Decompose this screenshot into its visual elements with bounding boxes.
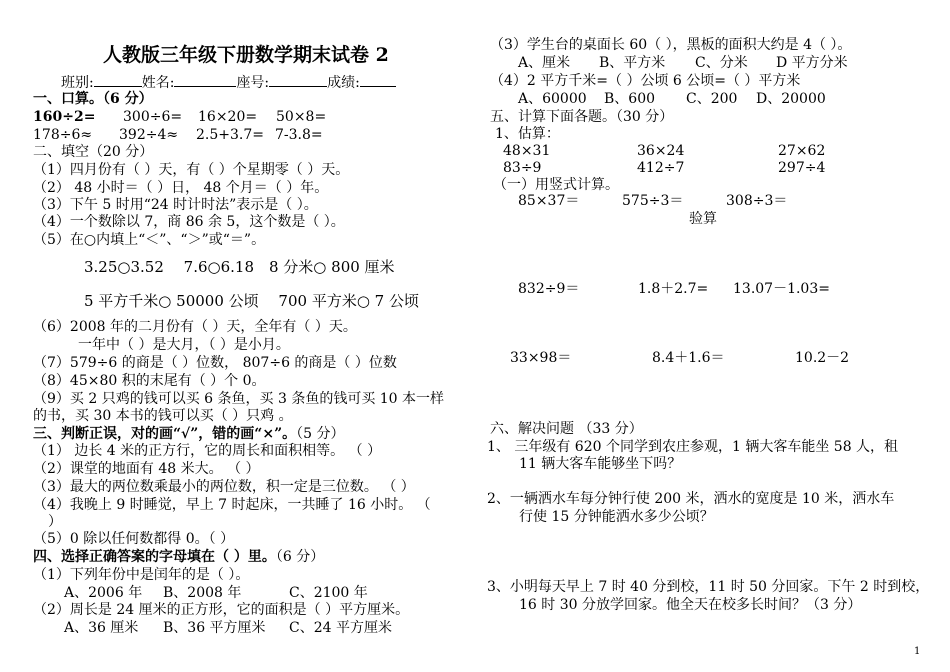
choice-q4: （4）2 平方千米=（ ）公顷 6 公顷=（ ）平方米	[490, 73, 801, 89]
judge-q4-line1: （4）我晚上 9 时睡觉，早上 7 时起床，一共睡了 16 小时。 （	[33, 497, 431, 513]
problem-3-line2: 16 时 30 分放学回家。他全天在校多长时间？（3 分）	[519, 597, 862, 613]
fill-q3: （3）下午 5 时用“24 时计时法”表示是（ ）。	[33, 197, 318, 213]
choice-q2: （2）周长是 24 厘米的正方形，它的面积是（ ）平方厘米。	[33, 602, 410, 618]
fill-q5: （5）在○内填上“＜”、“＞”或“＝”。	[33, 232, 266, 248]
oral-calc-3: 16×20=	[198, 109, 258, 125]
class-label: 班别:	[61, 75, 94, 91]
estimate-3: 27×62	[778, 143, 826, 159]
choice-q3-option-c: C、分米	[695, 55, 748, 71]
choice-q2-option-b: B、36 平方厘米	[163, 620, 266, 636]
judge-q5: （5）0 除以任何数都得 0。（ ）	[33, 531, 235, 547]
section-1-heading: 一、口算。（6 分）	[33, 91, 153, 107]
estimate-heading: 1、估算：	[495, 126, 560, 142]
section-6-heading: 六、解决问题 （33 分）	[490, 421, 643, 437]
problem-1-line2: 11 辆大客车能够坐下吗？	[519, 456, 682, 472]
section-4-heading	[33, 549, 324, 565]
estimate-1: 48×31	[503, 143, 551, 159]
vertical-calc-4: 832÷9＝	[518, 281, 580, 297]
compare-row-1: 3.25○3.52 7.6○6.18 8 分米○ 800 厘米	[84, 258, 395, 276]
section-5-title: 五、计算下面各题。（30 分）	[490, 109, 674, 125]
problem-1-line1: 1、 三年级有 620 个同学到农庄参观，1 辆大客车能坐 58 人，租	[487, 439, 899, 455]
fill-q9-line2: 的书，买 30 本书的钱可以买（ ）只鸡 。	[33, 408, 293, 424]
seat-blank[interactable]	[269, 73, 327, 87]
estimate-5: 412÷7	[637, 160, 685, 176]
score-label: 成绩:	[327, 75, 360, 91]
fill-q6-line2: 一年中（ ）是大月，（ ）是小月。	[78, 337, 290, 353]
choice-q2-option-a: A、36 厘米	[64, 620, 139, 636]
vertical-calc-8: 8.4＋1.6＝	[652, 350, 725, 366]
vertical-calc-3: 308÷3＝	[726, 193, 788, 209]
fill-q8: （8）45×80 积的末尾有（ ）个 0。	[33, 373, 266, 389]
choice-q1-option-b: B、2008 年	[163, 585, 242, 601]
vertical-calc-9: 10.2－2	[795, 350, 850, 366]
section-3-title: 三、判断正误，对的画“√”，错的画“×”。	[33, 426, 297, 442]
choice-q3-option-a: A、厘米	[518, 55, 571, 71]
page-number: 1	[914, 646, 921, 657]
fill-q6-line1: （6）2008 年的二月份有（ ）天，全年有（ ）天。	[33, 319, 357, 335]
vertical-calc-1: 85×37＝	[518, 193, 580, 209]
section-4-points: （6 分）	[275, 549, 325, 565]
oral-calc-5: 178÷6≈	[33, 127, 93, 143]
check-label: 验算	[689, 211, 717, 227]
section-3-heading	[33, 426, 345, 442]
fill-q2: （2） 48 小时＝（ ）日， 48 个月＝（ ）年。	[33, 180, 329, 196]
choice-q3-option-d: D 平方分米	[776, 55, 848, 71]
choice-q4-option-c: C、200	[686, 91, 738, 107]
fill-q9-line1: （9）买 2 只鸡的钱可以买 6 条鱼，买 3 条鱼的钱可买 10 本一样	[33, 391, 445, 407]
name-label: 姓名:	[141, 75, 175, 91]
choice-q1: （1）下列年份中是闰年的是（ ）。	[33, 567, 250, 583]
estimate-6: 297÷4	[778, 160, 826, 176]
vertical-calc-7: 33×98＝	[510, 350, 572, 366]
class-blank[interactable]	[94, 73, 142, 87]
problem-2-line1: 2、一辆洒水车每分钟行使 200 米，洒水的宽度是 10 米，洒水车	[487, 491, 895, 507]
student-info-line	[61, 73, 396, 91]
judge-q4-line2: ）	[48, 514, 62, 530]
exam-title: 人教版三年级下册数学期末试卷 2	[103, 44, 389, 66]
problem-2-line2: 行使 15 分钟能洒水多少公顷？	[519, 509, 714, 525]
vertical-calc-2: 575÷3＝	[622, 193, 684, 209]
vertical-calc-heading: （一）用竖式计算。	[493, 177, 619, 193]
judge-q2: （2）课堂的地面有 48 米大。 （ ）	[33, 461, 260, 477]
oral-calc-2: 300÷6=	[123, 109, 183, 125]
vertical-calc-5: 1.8＋2.7=	[638, 281, 709, 297]
section-2-heading: 二、填空（20 分）	[33, 144, 154, 160]
problem-3-line1: 3、小明每天早上 7 时 40 分到校，11 时 50 分回家。下午 2 时到校，	[487, 579, 930, 595]
compare-row-2: 5 平方千米○ 50000 公顷 700 平方米○ 7 公顷	[84, 292, 419, 310]
choice-q3-option-b: B、平方米	[599, 55, 666, 71]
judge-q3: （3）最大的两位数乘最小的两位数，积一定是三位数。 （ ）	[33, 479, 415, 495]
choice-q4-option-b: B、600	[604, 91, 656, 107]
judge-q1: （1） 边长 4 米的正方行，它的周长和面积相等。 （ ）	[33, 443, 382, 459]
oral-calc-6: 392÷4≈	[119, 127, 179, 143]
section-3-points: （5 分）	[296, 426, 345, 442]
fill-q1: （1）四月份有（ ）天，有（ ）个星期零（ ）天。	[33, 162, 350, 178]
oral-calc-1: 160÷2=	[33, 109, 96, 125]
choice-q3: （3）学生台的桌面长 60（ ），黑板的面积大约是 4（ ）。	[490, 37, 852, 53]
oral-calc-4: 50×8=	[276, 109, 327, 125]
fill-q4: （4）一个数除以 7，商 86 余 5，这个数是（ ）。	[33, 214, 345, 230]
oral-calc-8: 7-3.8=	[275, 127, 323, 143]
seat-label: 座号:	[236, 75, 270, 91]
estimate-4: 83÷9	[503, 160, 542, 176]
estimate-2: 36×24	[637, 143, 685, 159]
oral-calc-7: 2.5+3.7=	[196, 127, 264, 143]
score-blank[interactable]	[360, 73, 396, 87]
fill-q7: （7）579÷6 的商是（ ）位数， 807÷6 的商是（ ）位数	[33, 355, 397, 371]
section-4-title: 四、选择正确答案的字母填在（ ）里。	[33, 549, 276, 565]
choice-q2-option-c: C、24 平方厘米	[289, 620, 392, 636]
vertical-calc-6: 13.07－1.03=	[733, 281, 830, 297]
section-5-heading	[490, 109, 673, 125]
choice-q4-option-d: D、20000	[756, 91, 826, 107]
name-blank[interactable]	[174, 73, 236, 87]
choice-q1-option-a: A、2006 年	[64, 585, 143, 601]
choice-q4-option-a: A、60000	[518, 91, 587, 107]
choice-q1-option-c: C、2100 年	[289, 585, 368, 601]
